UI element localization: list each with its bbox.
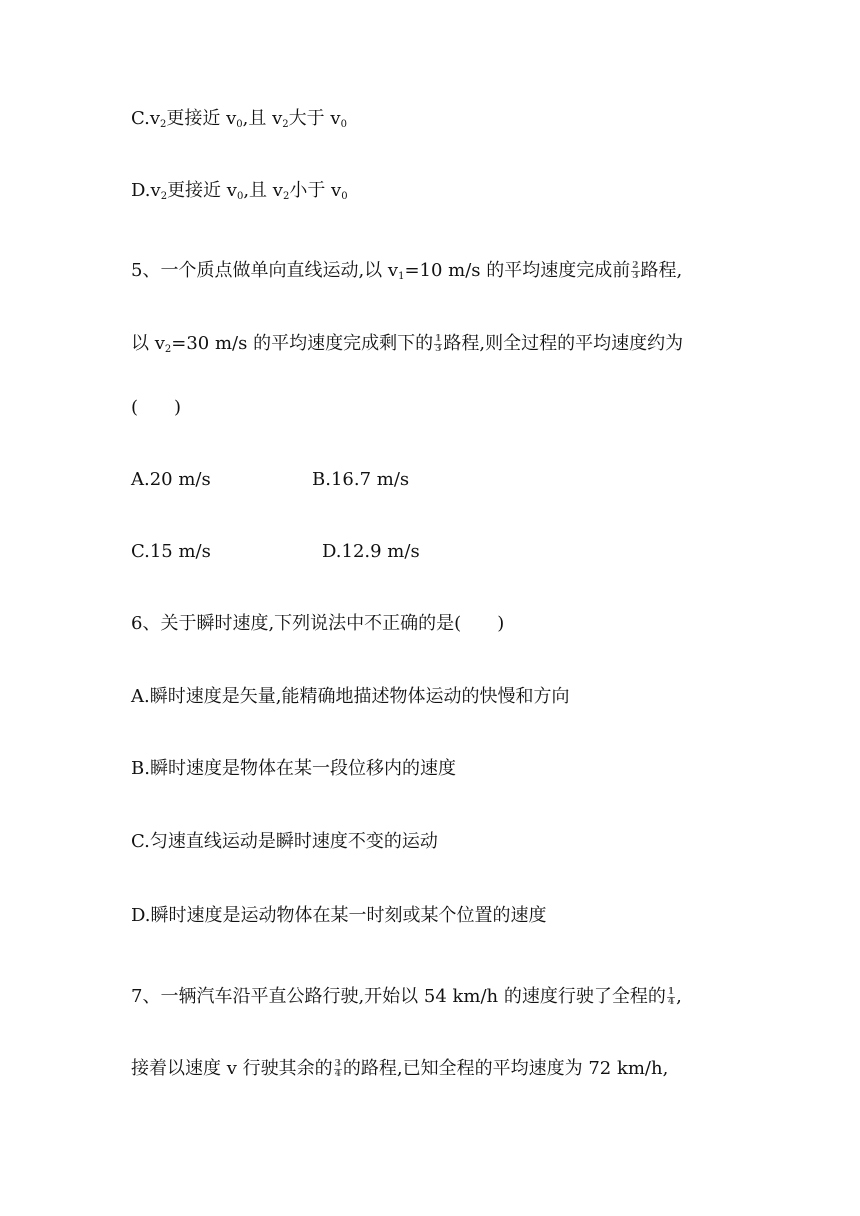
q6-option-c: C.匀速直线运动是瞬时速度不变的运动 <box>131 831 438 852</box>
q6-option-a: A.瞬时速度是矢量,能精确地描述物体运动的快慢和方向 <box>131 686 570 707</box>
q5-answer-blank: ( ) <box>131 397 182 418</box>
q7-stem-line-1: 7、一辆汽车沿平直公路行驶,开始以 54 km/h 的速度行驶了全程的 $\frac{1}{4}$ , <box>131 986 682 1007</box>
q7-stem-line-2: 接着以速度 v 行驶其余的 $\frac{3}{4}$ 的路程,已知全程的平均速度为 72 km/h, <box>131 1058 669 1079</box>
fraction: $\frac{1}{3}$ <box>435 333 442 354</box>
q5-stem-line-1: 5、一个质点做单向直线运动,以 $v_1=10$ m/s 的平均速度完成前 $\frac{2}{3}$ 路程, <box>131 260 683 282</box>
q6-option-b: B.瞬时速度是物体在某一段位移内的速度 <box>131 758 456 779</box>
fraction: $\frac{2}{3}$ <box>632 260 639 281</box>
q5-option-d: D.12.9 m/s <box>322 541 420 562</box>
q6-option-d: D.瞬时速度是运动物体在某一时刻或某个位置的速度 <box>131 905 547 926</box>
q5-option-a: A.20 m/s <box>131 469 211 490</box>
q5-stem-line-2: 以 $v_2=30$ m/s 的平均速度完成剩下的 $\frac{1}{3}$ 路程,则全过程的平均速度约为 <box>131 333 684 355</box>
fraction: $\frac{1}{4}$ <box>667 986 675 1007</box>
q5-options-row-2 <box>131 539 420 565</box>
q4-option-c: $C.v_2$更接近 $v_0$,且 $v_2$大于 $v_0$ <box>131 108 347 130</box>
q5-option-b: B.16.7 m/s <box>312 469 410 490</box>
q5-option-c: C.15 m/s <box>131 541 211 562</box>
q5-options-row-1 <box>131 467 409 493</box>
q4-option-d: $D.v_2$更接近 $v_0$,且 $v_2$小于 $v_0$ <box>131 180 348 202</box>
fraction: $\frac{3}{4}$ <box>334 1058 341 1079</box>
q6-stem: 6、关于瞬时速度,下列说法中不正确的是( ) <box>131 613 505 634</box>
